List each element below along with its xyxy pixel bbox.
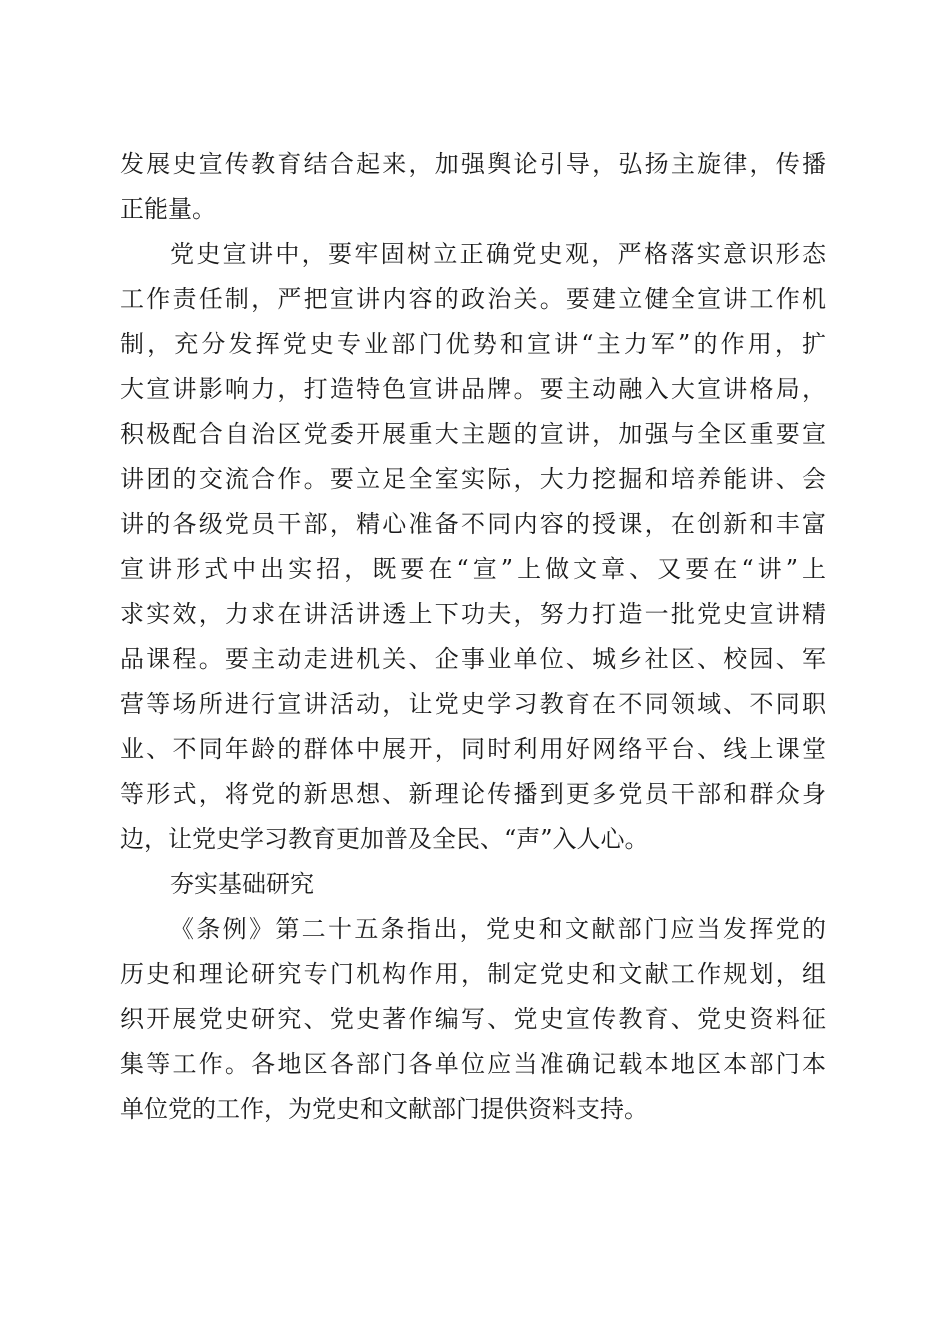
text-line: 《条例》第二十五条指出，党史和文献部门应当发挥党的	[170, 915, 826, 943]
text-line: 单位党的工作，为党史和文献部门提供资料支持。	[120, 1095, 648, 1123]
document-body	[120, 142, 826, 1132]
paragraph	[120, 142, 826, 232]
paragraph	[120, 907, 826, 1132]
heading-text: 夯实基础研究	[170, 870, 314, 898]
text-line: 党史宣讲中，要牢固树立正确党史观，严格落实意识形态	[170, 240, 826, 268]
text-line: 工作责任制，严把宣讲内容的政治关。要建立健全宣讲工作机	[120, 285, 826, 313]
text-line: 织开展党史研究、党史著作编写、党史宣传教育、党史资料征	[120, 1005, 826, 1033]
text-line: 讲团的交流合作。要立足全室实际，大力挖掘和培养能讲、会	[120, 465, 826, 493]
text-line: 等形式，将党的新思想、新理论传播到更多党员干部和群众身	[120, 780, 826, 808]
paragraph	[120, 232, 826, 862]
text-line: 营等场所进行宣讲活动，让党史学习教育在不同领域、不同职	[120, 690, 826, 718]
text-line: 正能量。	[120, 195, 216, 223]
text-line: 发展史宣传教育结合起来，加强舆论引导，弘扬主旋律，传播	[120, 150, 826, 178]
text-line: 积极配合自治区党委开展重大主题的宣讲，加强与全区重要宣	[120, 420, 826, 448]
text-line: 大宣讲影响力，打造特色宣讲品牌。要主动融入大宣讲格局，	[120, 375, 826, 403]
text-line: 品课程。要主动走进机关、企事业单位、城乡社区、校园、军	[120, 645, 826, 673]
text-line: 讲的各级党员干部，精心准备不同内容的授课，在创新和丰富	[120, 510, 826, 538]
section-heading	[120, 862, 826, 907]
text-line: 求实效，力求在讲活讲透上下功夫，努力打造一批党史宣讲精	[120, 600, 826, 628]
text-line: 集等工作。各地区各部门各单位应当准确记载本地区本部门本	[120, 1050, 826, 1078]
text-line: 制，充分发挥党史专业部门优势和宣讲“主力军”的作用，扩	[120, 330, 826, 358]
text-line: 宣讲形式中出实招，既要在“宣”上做文章、又要在“讲”上	[120, 555, 826, 583]
text-line: 边，让党史学习教育更加普及全民、“声”入人心。	[120, 825, 649, 853]
text-line: 业、不同年龄的群体中展开，同时利用好网络平台、线上课堂	[120, 735, 826, 763]
text-line: 历史和理论研究专门机构作用，制定党史和文献工作规划，组	[120, 960, 826, 988]
